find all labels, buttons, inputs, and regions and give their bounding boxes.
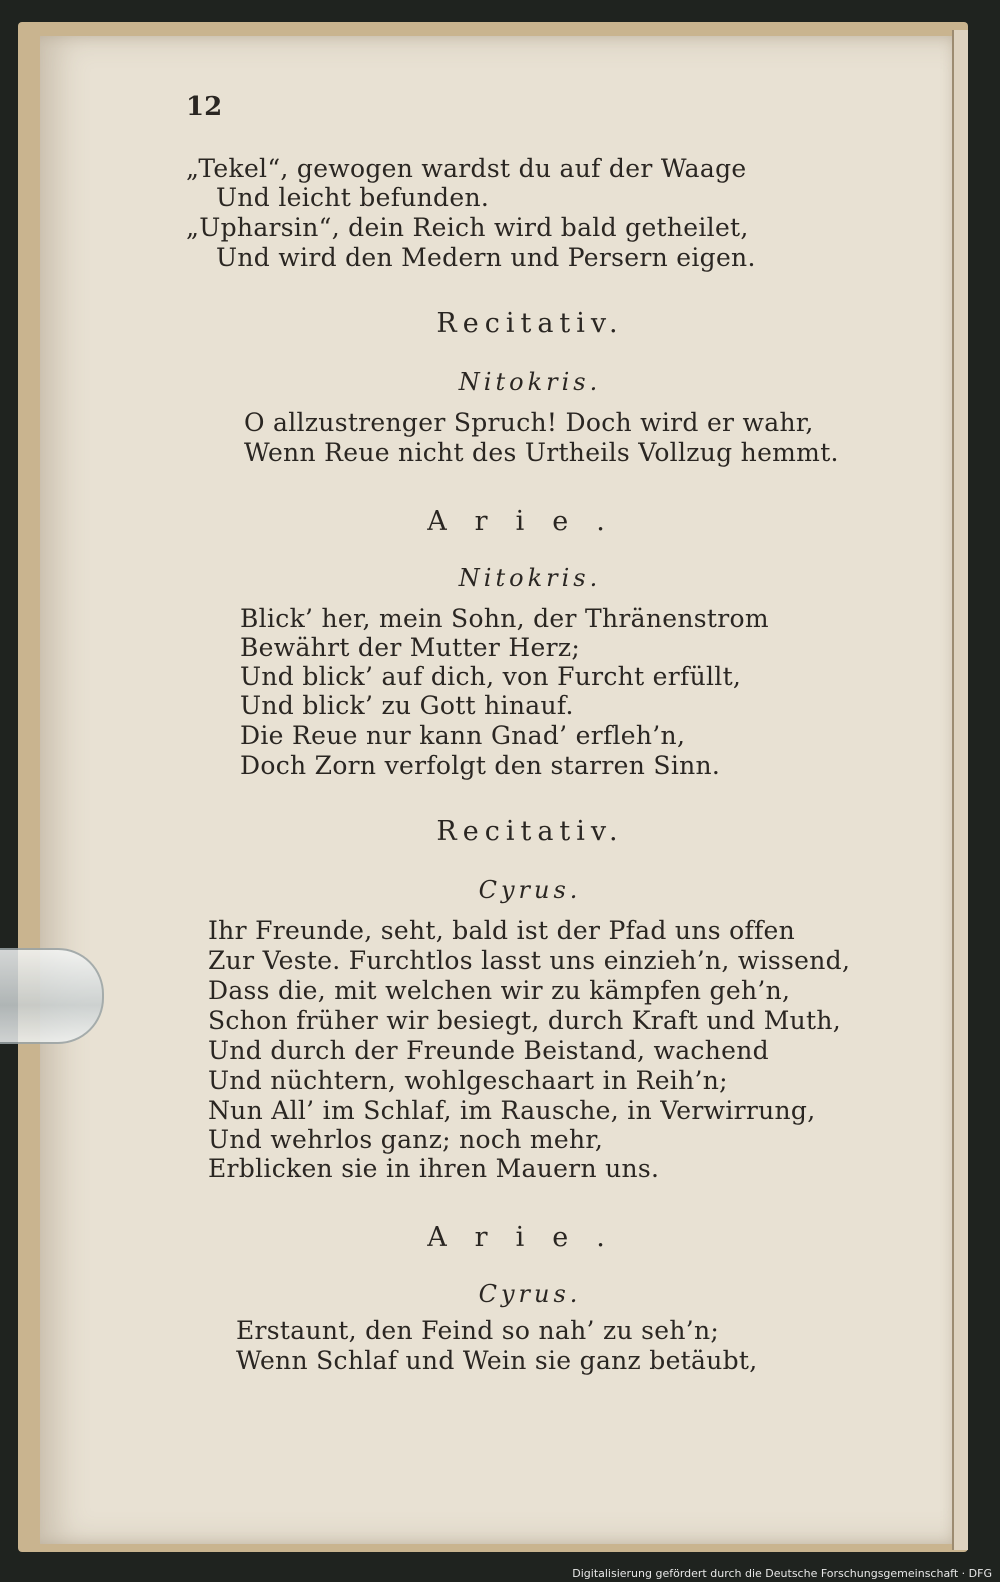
section-heading: Arie. (427, 506, 633, 537)
section-heading: Arie. (427, 1222, 633, 1253)
text-line: Erblicken sie in ihren Mauern uns. (208, 1154, 660, 1183)
text-line: Und durch der Freunde Beistand, wachend (208, 1036, 769, 1065)
speaker-name: Nitokris. (458, 564, 602, 592)
text-line: Und blick’ zu Gott hinauf. (240, 691, 574, 720)
text-line: Schon früher wir besiegt, durch Kraft und Muth, (208, 1006, 842, 1035)
text-line: Nun All’ im Schlaf, im Rausche, in Verwirrung, (208, 1096, 816, 1125)
page-number: 12 (186, 92, 223, 122)
text-line: Zur Veste. Furchtlos lasst uns einzieh’n, wissend, (208, 946, 851, 975)
text-line: Und leicht befunden. (216, 183, 490, 212)
speaker-name: Nitokris. (458, 368, 602, 396)
section-heading: Recitativ. (436, 816, 624, 847)
text-line: Die Reue nur kann Gnad’ erfleh’n, (240, 721, 686, 750)
text-line: Wenn Schlaf und Wein sie ganz betäubt, (236, 1346, 758, 1375)
text-line: Und blick’ auf dich, von Furcht erfüllt, (240, 662, 742, 691)
page-clip (0, 948, 104, 1044)
text-line: Und wehrlos ganz; noch mehr, (208, 1125, 604, 1154)
text-line: Wenn Reue nicht des Urtheils Vollzug hemmt. (244, 438, 839, 467)
text-line: Dass die, mit welchen wir zu kämpfen geh’n, (208, 976, 791, 1005)
speaker-name: Cyrus. (478, 1280, 582, 1308)
speaker-name: Cyrus. (478, 876, 582, 904)
text-line: Bewährt der Mutter Herz; (240, 633, 581, 662)
digitization-credit: Digitalisierung gefördert durch die Deutsche Forschungsgemeinschaft · DFG (572, 1567, 992, 1580)
text-line: O allzustrenger Spruch! Doch wird er wahr, (244, 408, 814, 437)
section-heading: Recitativ. (436, 308, 624, 339)
text-line: „Tekel“, gewogen wardst du auf der Waage (186, 154, 747, 183)
text-line: Erstaunt, den Feind so nah’ zu seh’n; (236, 1316, 720, 1345)
text-line: Und nüchtern, wohlgeschaart in Reih’n; (208, 1066, 728, 1095)
text-line: Doch Zorn verfolgt den starren Sinn. (240, 751, 721, 780)
text-line: Blick’ her, mein Sohn, der Thränenstrom (240, 604, 769, 633)
text-line: Und wird den Medern und Persern eigen. (216, 243, 756, 272)
text-line: „Upharsin“, dein Reich wird bald getheilet, (186, 213, 749, 242)
text-line: Ihr Freunde, seht, bald ist der Pfad uns offen (208, 916, 796, 945)
